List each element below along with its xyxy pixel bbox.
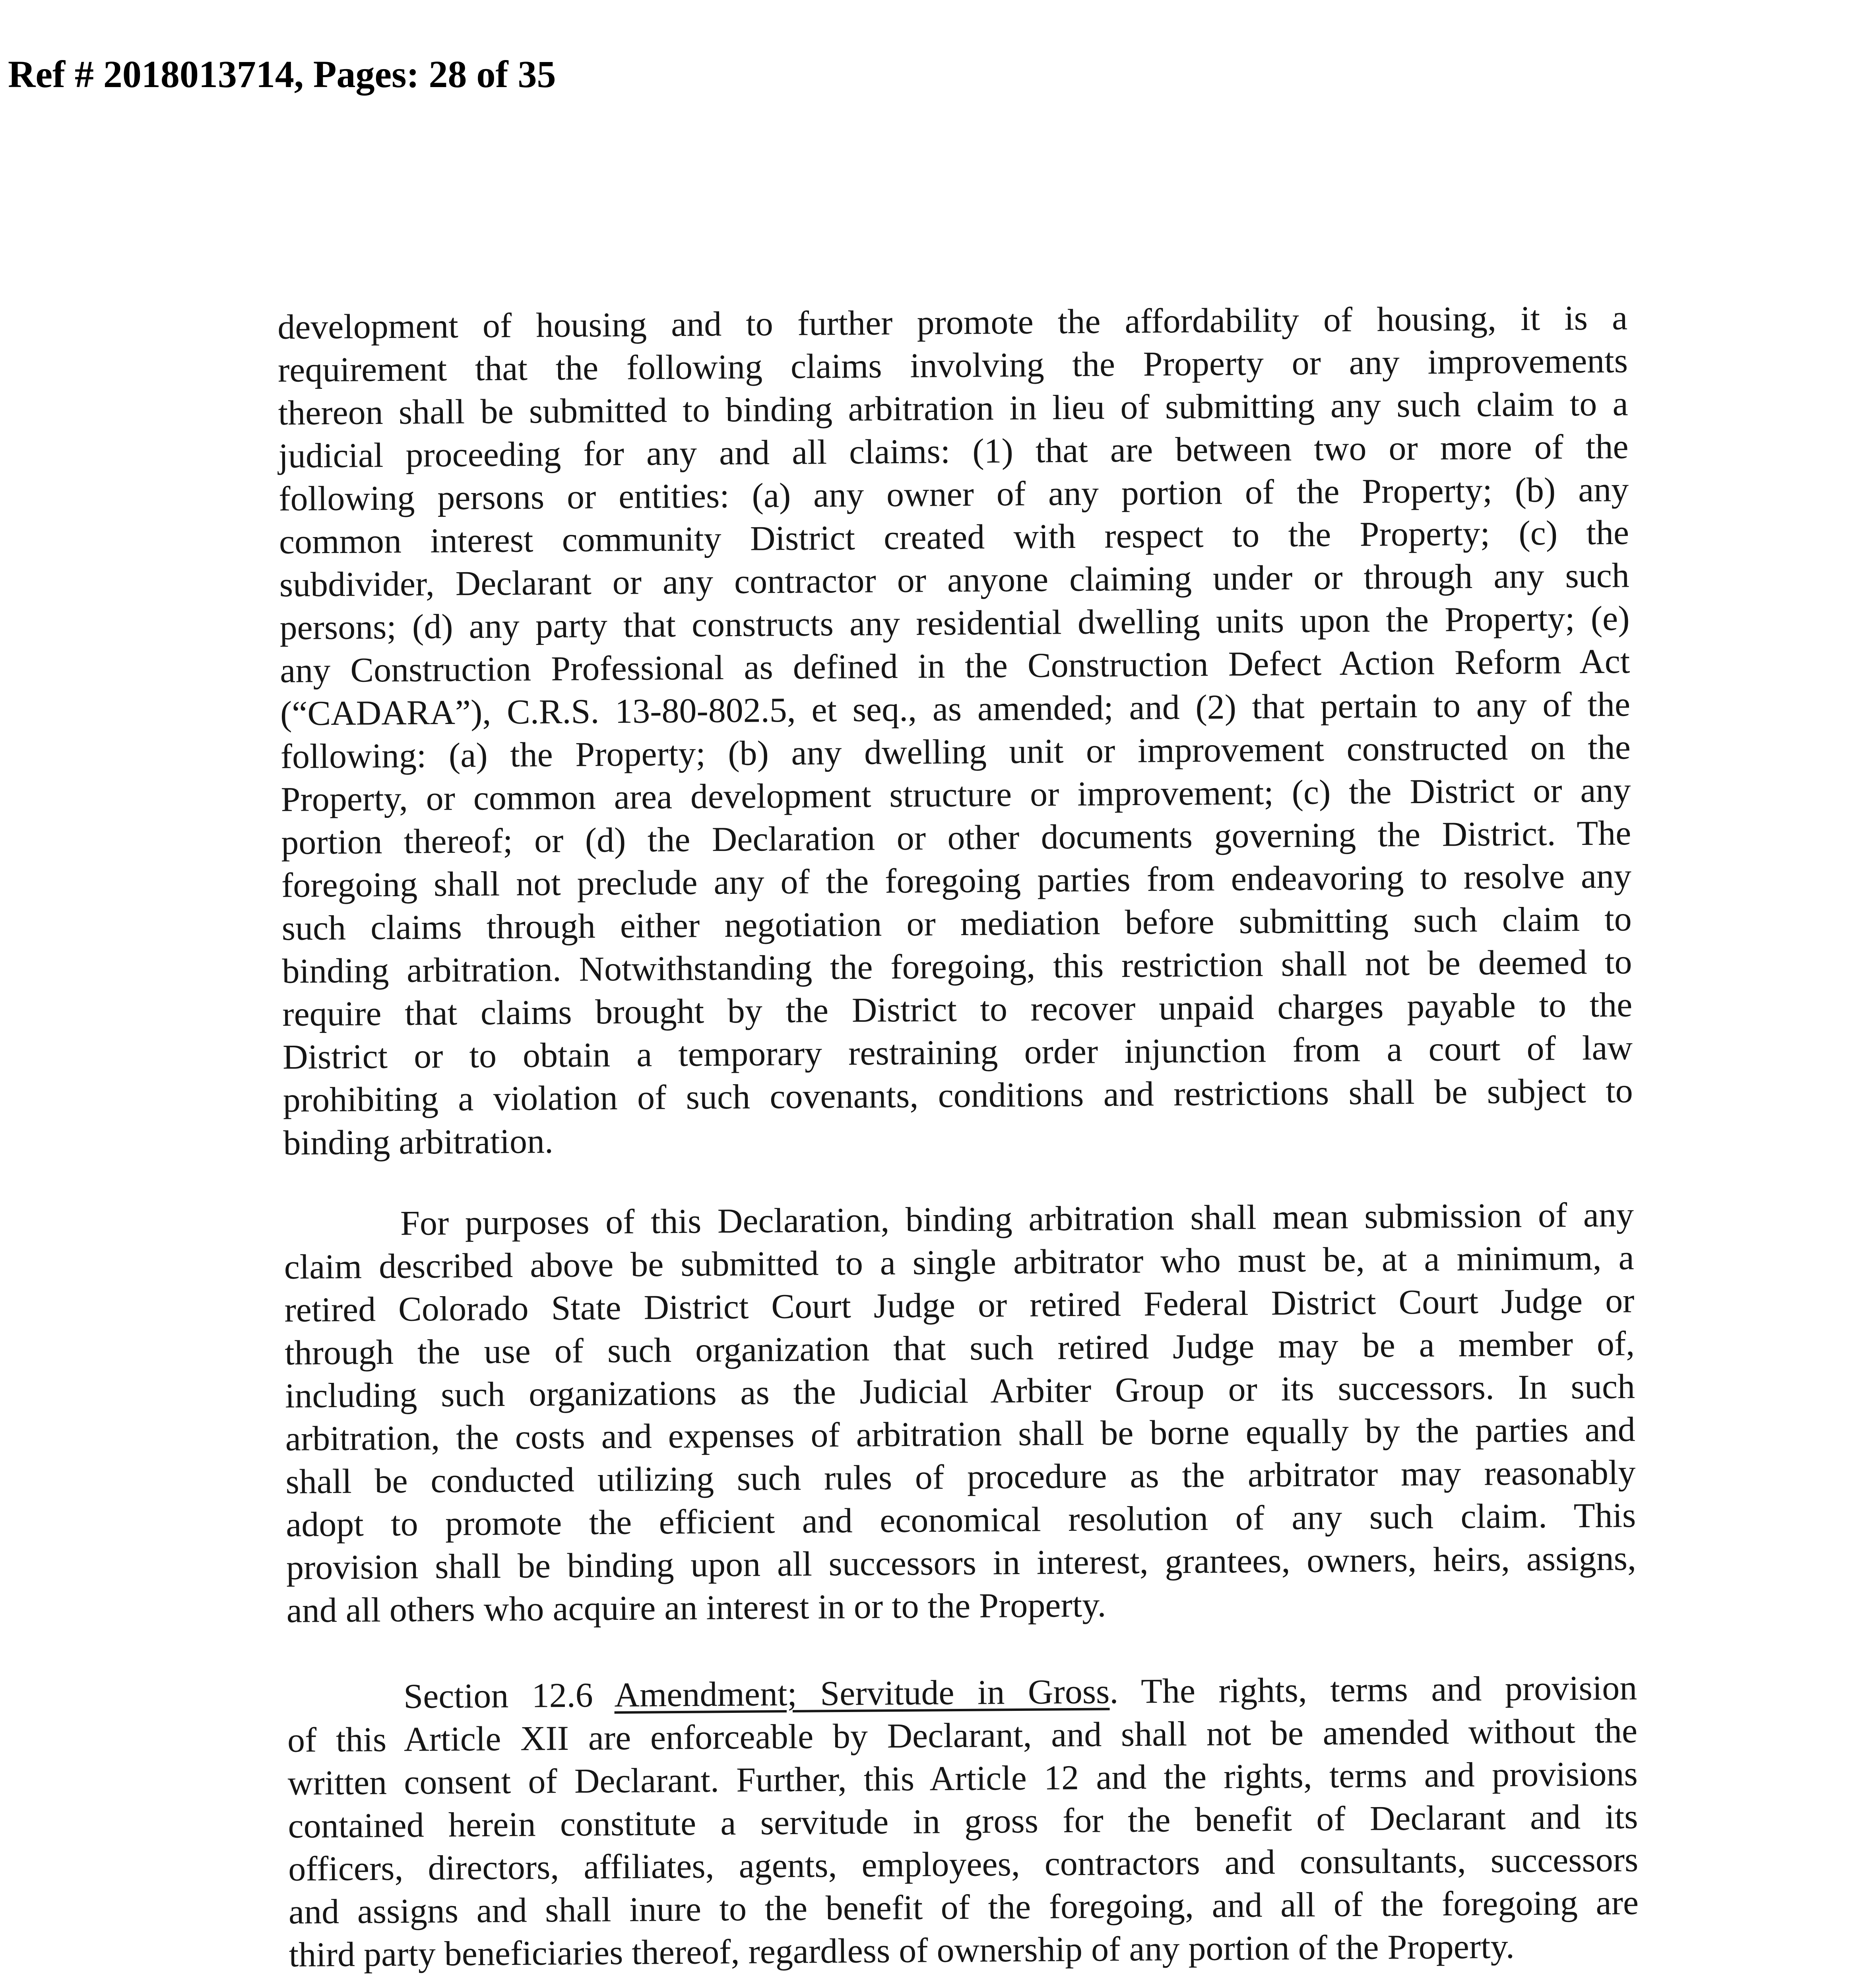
text-line: Property, or common area development structure or improvement; (c) the District or any — [281, 771, 1631, 819]
section-number: Section 12.6 — [403, 1676, 593, 1716]
text-line: shall be conducted utilizing such rules of procedure as the arbitrator may reasonably — [285, 1453, 1636, 1501]
text-line: development of housing and to further promote the affordability of housing, it is a — [277, 299, 1628, 347]
text-line: written consent of Declarant. Further, this Article 12 and the rights, terms and provisions — [287, 1755, 1638, 1803]
text-line: officers, directors, affiliates, agents, employees, contractors and consultants, successors — [288, 1840, 1639, 1889]
text-line: binding arbitration. — [283, 1122, 554, 1163]
section-heading-continuation: . The rights, terms and provision — [1109, 1669, 1637, 1711]
text-line: require that claims brought by the District to recover unpaid charges payable to the — [282, 986, 1633, 1034]
paragraph-binding-arbitration-definition — [284, 1194, 1637, 1633]
scanned-page-body — [271, 289, 1647, 1988]
text-line: such claims through either negotiation or mediation before submitting such claim to — [281, 900, 1632, 948]
text-line: foregoing shall not preclude any of the foregoing parties from endeavoring to resolve any — [281, 857, 1632, 905]
text-line: contained herein constitute a servitude in gross for the benefit of Declarant and its — [288, 1798, 1638, 1846]
text-line: portion thereof; or (d) the Declaration or other documents governing the District. The — [281, 814, 1631, 862]
text-line: claim described above be submitted to a single arbitrator who must be, at a minimum, a — [284, 1239, 1635, 1287]
text-line: judicial proceeding for any and all claims: (1) that are between two or more of the — [278, 427, 1629, 476]
recording-reference-header: Ref # 2018013714, Pages: 28 of 35 — [8, 53, 556, 95]
text-line: provision shall be binding upon all successors in interest, grantees, owners, heirs, assigns, — [286, 1539, 1637, 1587]
text-line: persons; (d) any party that constructs any residential dwelling units upon the Property; (e) — [279, 599, 1630, 647]
text-line: requirement that the following claims involving the Property or any improvements — [277, 342, 1628, 390]
text-line: any Construction Professional as defined in the Construction Defect Action Reform Act — [279, 642, 1630, 690]
text-line: including such organizations as the Judicial Arbiter Group or its successors. In such — [285, 1367, 1635, 1415]
text-line: thereon shall be submitted to binding arbitration in lieu of submitting any such claim to a — [278, 384, 1629, 433]
text-line: common interest community District created with respect to the Property; (c) the — [279, 513, 1629, 561]
section-12-6-amendment-servitude — [287, 1667, 1639, 1977]
text-line: (“CADARA”), C.R.S. 13-80-802.5, et seq., as amended; and (2) that pertain to any of the — [280, 685, 1631, 733]
text-line: third party beneficiaries thereof, regardless of ownership of any portion of the Property. — [289, 1927, 1515, 1974]
paragraph-arbitration-requirement — [277, 297, 1633, 1165]
text-line: following persons or entities: (a) any owner of any portion of the Property; (b) any — [278, 470, 1629, 518]
text-line: adopt to promote the efficient and economical resolution of any such claim. This — [285, 1496, 1636, 1544]
text-line: District or to obtain a temporary restraining order injunction from a court of law — [282, 1029, 1633, 1077]
text-line: binding arbitration. Notwithstanding the foregoing, this restriction shall not be deemed to — [282, 943, 1632, 991]
text-line: following: (a) the Property; (b) any dwelling unit or improvement constructed on the — [280, 728, 1631, 776]
text-line: prohibiting a violation of such covenants, conditions and restrictions shall be subject to — [283, 1072, 1633, 1120]
text-line: retired Colorado State District Court Judge or retired Federal District Court Judge or — [284, 1281, 1635, 1330]
text-line: and all others who acquire an interest in or to the Property. — [286, 1586, 1106, 1630]
text-line: through the use of such organization that such retired Judge may be a member of, — [284, 1324, 1635, 1373]
text-line: subdivider, Declarant or any contractor or anyone claiming under or through any such — [279, 556, 1630, 604]
section-title: Amendment; Servitude in Gross — [614, 1672, 1110, 1715]
text-line: and assigns and shall inure to the benefit of the foregoing, and all of the foregoing are — [288, 1883, 1639, 1932]
text-line: of this Article XII are enforceable by Declarant, and shall not be amended without the — [287, 1712, 1638, 1760]
text-line: arbitration, the costs and expenses of arbitration shall be borne equally by the parties and — [285, 1410, 1636, 1458]
text-line: For purposes of this Declaration, binding arbitration shall mean submission of any — [400, 1196, 1634, 1243]
